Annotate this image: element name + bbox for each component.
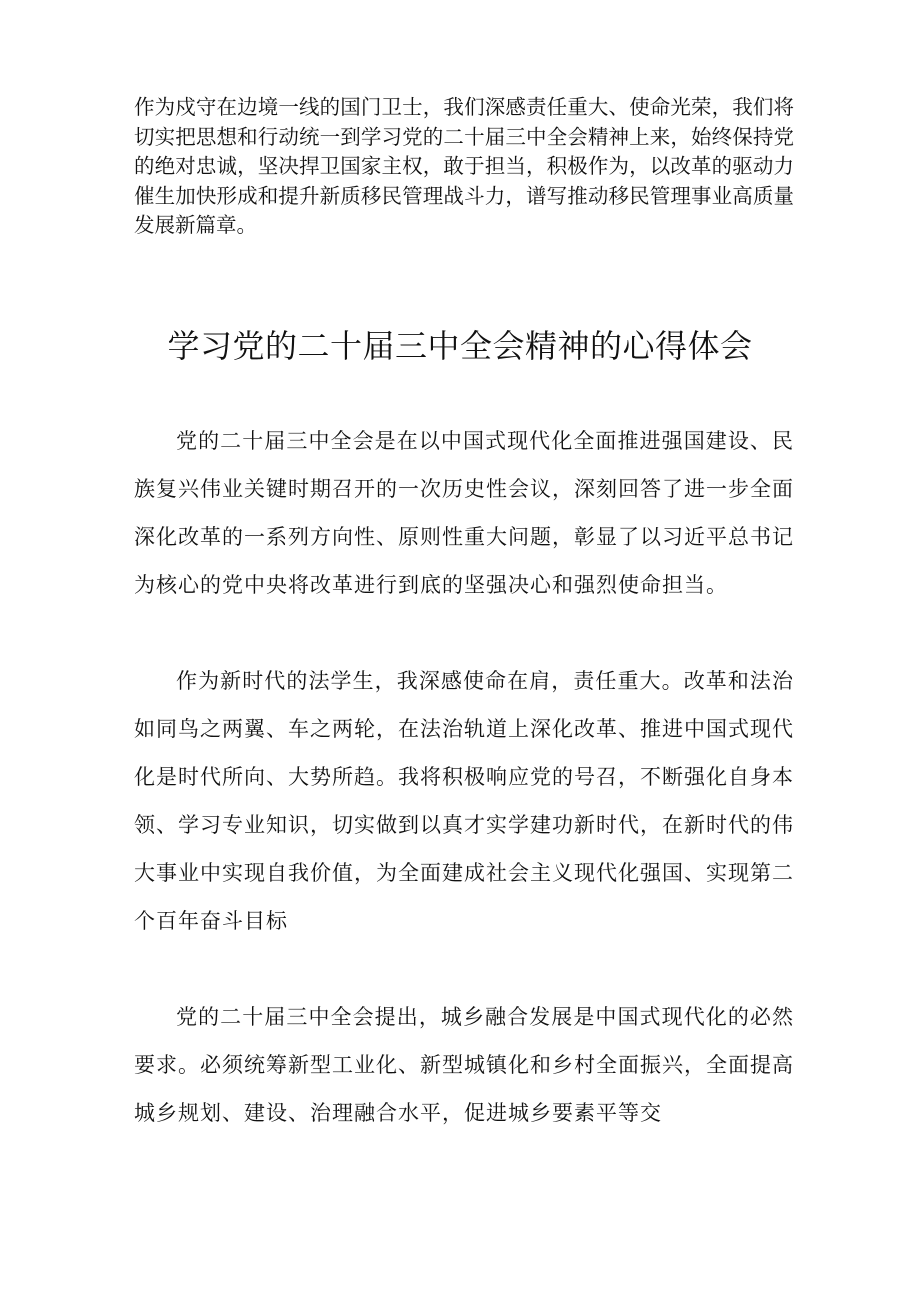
- body-paragraph-3: 党的二十届三中全会提出，城乡融合发展是中国式现代化的必然要求。必须统筹新型工业化、新型城镇化和乡村全面振兴，全面提高城乡规划、建设、治理融合水平，促进城乡要素平等交: [134, 1005, 794, 1125]
- body-paragraph-2: 作为新时代的法学生，我深感使命在肩，责任重大。改革和法治如同鸟之两翼、车之两轮，在法治轨道上深化改革、推进中国式现代化是时代所向、大势所趋。我将积极响应党的号召，不断强化自身本领、学习专业知识，切实做到以真才实学建功新时代，在新时代的伟大事业中实现自我价值，为全面建成社会主义现代化强国、实现第二个百年奋斗目标: [134, 669, 794, 933]
- intro-paragraph: 作为戍守在边境一线的国门卫士，我们深感责任重大、使命光荣，我们将切实把思想和行动统一到学习党的二十届三中全会精神上来，始终保持党的绝对忠诚，坚决捍卫国家主权，敢于担当，积极作为，以改革的驱动力催生加快形成和提升新质移民管理战斗力，谱写推动移民管理事业高质量发展新篇章。: [134, 95, 794, 237]
- document-title: 学习党的二十届三中全会精神的心得体会: [167, 327, 753, 365]
- body-paragraph-1: 党的二十届三中全会是在以中国式现代化全面推进强国建设、民族复兴伟业关键时期召开的一次历史性会议，深刻回答了进一步全面深化改革的一系列方向性、原则性重大问题，彰显了以习近平总书记为核心的党中央将改革进行到底的坚强决心和强烈使命担当。: [134, 429, 794, 597]
